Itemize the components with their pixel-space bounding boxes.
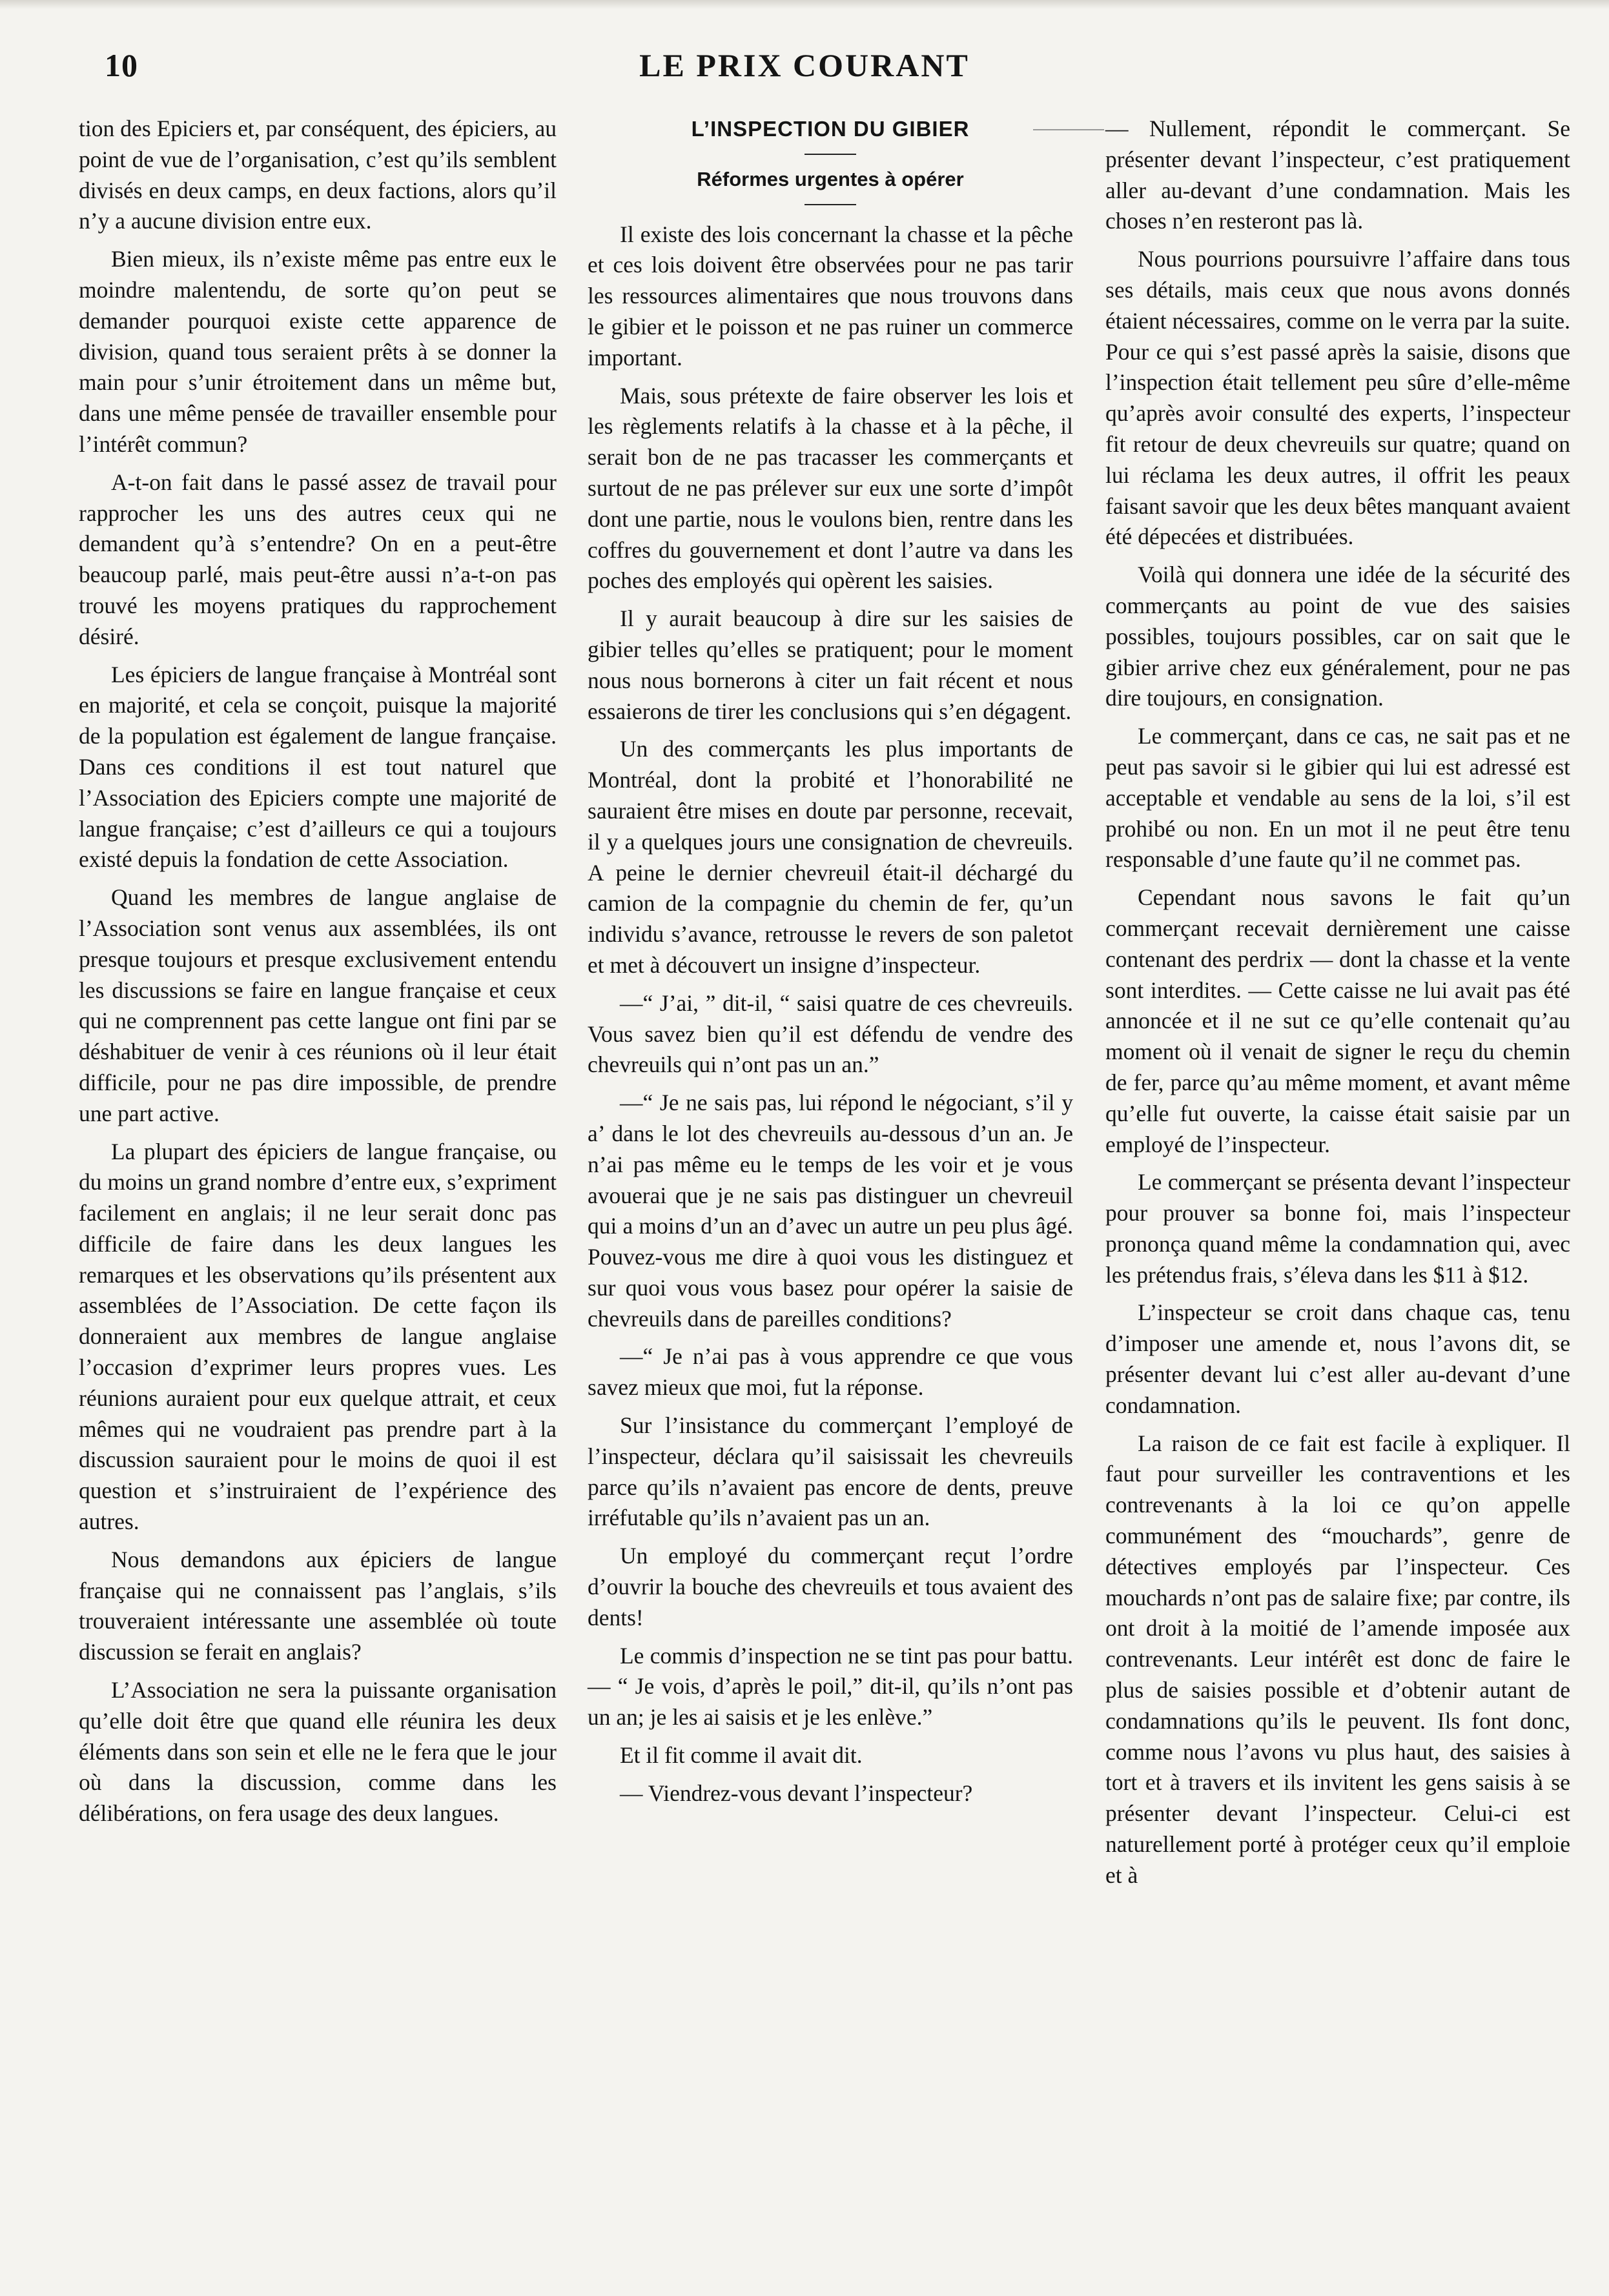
publication-title: LE PRIX COURANT (639, 47, 970, 83)
paragraph: L’Association ne sera la puissante organisation qu’elle doit être que quand elle réunira les deux éléments dans son sein et elle ne le fera que le jour où dans la discussion, comme dans les délibérations, on fera usage des deux langues. (79, 1677, 557, 1827)
paragraph: La raison de ce fait est facile à expliquer. Il faut pour surveiller les contraventions et les contrevenants à la loi ce qu’on appelle communément des “mouchards”, genre de détectives employés par l’inspecteur. Ces mouchards n’ont pas de salaire fixe; par contre, ils ont droit à la moitié de l’amende imposée aux contrevenants. Leur intérêt est donc de faire le plus de saisies possible et d’obtenir autant de condamnations qu’ils le peuvent. Ils font donc, comme nous l’avons vu plus haut, des saisies à tort et à travers et ils invitent les gens saisis à se présenter devant l’inspecteur. Celui-ci est naturellement porté à protéger ceux qu’il emploie et à (1105, 1430, 1570, 1888)
subtitle-rule (804, 204, 856, 205)
paragraph: —“ Je ne sais pas, lui répond le négociant, s’il y a’ dans le lot des chevreuils au-dessous d’un an. Je n’ai pas même eu le temps de les voir et je vous avouerai que je ne sais pas distinguer un chevreuil qui a moins d’un an d’avec un autre un peu plus âgé. Pouvez-vous me dire à quoi vous les distinguez et sur quoi vous vous basez pour opérer la saisie de chevreuils dans de pareilles conditions? (588, 1090, 1073, 1332)
paragraph: Bien mieux, ils n’existe même pas entre eux le moindre malentendu, de sorte qu’on peut se demander pourquoi existe cette apparence de division, quand tous seraient prêts à se donner la main pour s’unir étroitement dans un même but, dans une même pensée de travailler ensemble pour l’intérêt commun? (79, 246, 557, 457)
article-title: L’INSPECTION DU GIBIER (691, 117, 970, 141)
paragraph: Le commis d’inspection ne se tint pas pour battu. — “ Je vois, d’après le poil,” dit-il, qu’ils n’ont pas un an; je les ai saisis et je les enlève.” (588, 1642, 1073, 1731)
paragraph: — Nullement, répondit le commerçant. Se présenter devant l’inspecteur, c’est pratiquement aller au-devant d’une condamnation. Mais les choses n’en resteront pas là. (1105, 116, 1570, 234)
column-2 (588, 114, 1073, 1816)
paragraph: Le commerçant, dans ce cas, ne sait pas et ne peut pas savoir si le gibier qui lui est adressé est acceptable et vendable au sens de la loi, s’il est prohibé ou non. En un mot il ne peut être tenu responsable d’une faute qu’il ne commet pas. (1105, 723, 1570, 873)
paragraph: Il existe des lois concernant la chasse et la pêche et ces lois doivent être observées pour ne pas tarir les ressources alimentaires que nous trouvons dans le gibier et le poisson et ne pas ruiner un commerce important. (588, 221, 1073, 371)
paragraph: — Viendrez-vous devant l’inspecteur? (620, 1780, 973, 1806)
paragraph: La plupart des épiciers de langue française, ou du moins un grand nombre d’entre eux, s’expriment facilement en anglais; il ne leur serait donc pas difficile de faire dans les deux langues les remarques et les observations qu’ils présentent aux assemblées de l’Association. De cette façon ils donneraient aux membres de langue anglaise l’occasion d’exprimer leurs propres vues. Les réunions auraient pour eux quelque attrait, et ceux mêmes qui ne voudraient pas prendre part à la discussion sauraient pour le moins de quoi il est question et s’instruiraient de l’expérience des autres. (79, 1138, 557, 1535)
paragraph: Cependant nous savons le fait qu’un commerçant recevait dernièrement une caisse contenant des perdrix — dont la chasse et la vente sont interdites. — Cette caisse ne lui avait pas été annoncée et il ne sut ce qu’elle contenait qu’au moment où il venait de signer le reçu du chemin de fer, parce qu’au même moment, et avant même qu’elle fut ouverte, la caisse était saisie par un employé de l’inspecteur. (1105, 884, 1570, 1157)
paragraph: Quand les membres de langue anglaise de l’Association sont venus aux assemblées, ils ont presque toujours et presque exclusivement entendu les discussions se faire en langue française et ceux qui ne comprennent pas cette langue ont fini par se déshabituer de venir à ces réunions où il leur était difficile, pour ne pas dire impossible, de prendre une part active. (79, 884, 557, 1126)
paragraph: Un employé du commerçant reçut l’ordre d’ouvrir la bouche des chevreuils et tous avaient des dents! (588, 1543, 1073, 1631)
headline-rule (1033, 129, 1104, 130)
paragraph: —“ J’ai, ” dit-il, “ saisi quatre de ces chevreuils. Vous savez bien qu’il est défendu de vendre des chevreuils qui n’ont pas un an.” (588, 990, 1073, 1078)
title-rule (804, 154, 856, 155)
paragraph: Voilà qui donnera une idée de la sécurité des commerçants au point de vue des saisies possibles, toujours possibles, car on sait que le gibier arrive chez eux généralement, pour ne pas dire toujours, en consignation. (1105, 562, 1570, 711)
paragraph: —“ Je n’ai pas à vous apprendre ce que vous savez mieux que moi, fut la réponse. (588, 1343, 1073, 1401)
article-subtitle: Réformes urgentes à opérer (697, 167, 964, 190)
paragraph: Et il fit comme il avait dit. (620, 1742, 863, 1769)
paragraph: Un des commerçants les plus importants de Montréal, dont la probité et l’honorabilité ne sauraient être mises en doute par personne, recevait, il y a quelques jours une consignation de chevreuils. A peine le dernier chevreuil était-il déchargé du camion de la compagnie du chemin de fer, qu’un individu s’avance, retrousse le revers de son paletot et met à découvert un insigne d’inspecteur. (588, 736, 1073, 978)
paragraph: Nous pourrions poursuivre l’affaire dans tous ses détails, mais ceux que nous avons donnés étaient nécessaires, comme on le verra par la suite. Pour ce qui s’est passé après la saisie, disons que l’inspection était tellement peu sûre d’elle-même qu’après avoir consulté des experts, l’inspecteur fit retour de deux chevreuils sur quatre; quand on lui réclama les deux autres, il offrit les peaux faisant savoir que les deux bêtes manquant avaient été dépecées et distribuées. (1105, 246, 1570, 550)
paragraph: Nous demandons aux épiciers de langue française qui ne connaissent pas l’anglais, s’ils trouveraient intéressante une assemblée où toute discussion se ferait en anglais? (79, 1546, 557, 1665)
paragraph: Les épiciers de langue française à Montréal sont en majorité, et cela se conçoit, puisque la majorité de la population est également de langue française. Dans ces conditions il est tout naturel que l’Association des Epiciers compte une majorité de langue française; c’est d’ailleurs ce qui a toujours existé depuis la fondation de cette Association. (79, 661, 557, 873)
paragraph: L’inspecteur se croit dans chaque cas, tenu d’imposer une amende et, nous l’avons dit, se présenter devant lui c’est aller au-devant d’une condamnation. (1105, 1299, 1570, 1418)
paragraph: A-t-on fait dans le passé assez de travail pour rapprocher les uns des autres ceux qui ne demandent qu’à s’entendre? On en a peut-être beaucoup parlé, mais peut-être aussi n’a-t-on pas trouvé les moyens pratiques du rapprochement désiré. (79, 469, 557, 649)
paragraph: Il y aurait beaucoup à dire sur les saisies de gibier telles qu’elles se pratiquent; pour le moment nous nous bornerons à citer un fait récent et nous essaierons de tirer les conclusions qui s’en dégagent. (588, 605, 1073, 724)
paragraph: Mais, sous prétexte de faire observer les lois et les règlements relatifs à la chasse et à la pêche, il serait bon de ne pas tracasser les commerçants et surtout de ne pas prélever sur eux une sorte d’impôt dont une partie, nous le voulons bien, rentre dans les coffres du gouvernement et dont l’autre va dans les poches des employés qui opèrent les saisies. (588, 382, 1073, 594)
paragraph: Sur l’insistance du commerçant l’employé de l’inspecteur, déclara qu’il saisissait les chevreuils parce qu’ils n’avaient pas encore de dents, preuve irréfutable qu’ils n’avaient pas un an. (588, 1412, 1073, 1531)
scan-edge (0, 0, 1609, 9)
paragraph: Le commerçant se présenta devant l’inspecteur pour prouver sa bonne foi, mais l’inspecteur prononça quand même la condamnation qui, avec les prétendus frais, s’éleva dans les $11 à $12. (1105, 1169, 1570, 1288)
page-number: 10 (105, 47, 138, 83)
paragraph: tion des Epiciers et, par conséquent, des épiciers, au point de vue de l’organisation, c’est qu’ils semblent divisés en deux camps, en deux factions, alors qu’il n’y a aucune division entre eux. (79, 116, 557, 234)
column-3 (1105, 114, 1570, 1898)
column-1 (79, 114, 557, 1836)
